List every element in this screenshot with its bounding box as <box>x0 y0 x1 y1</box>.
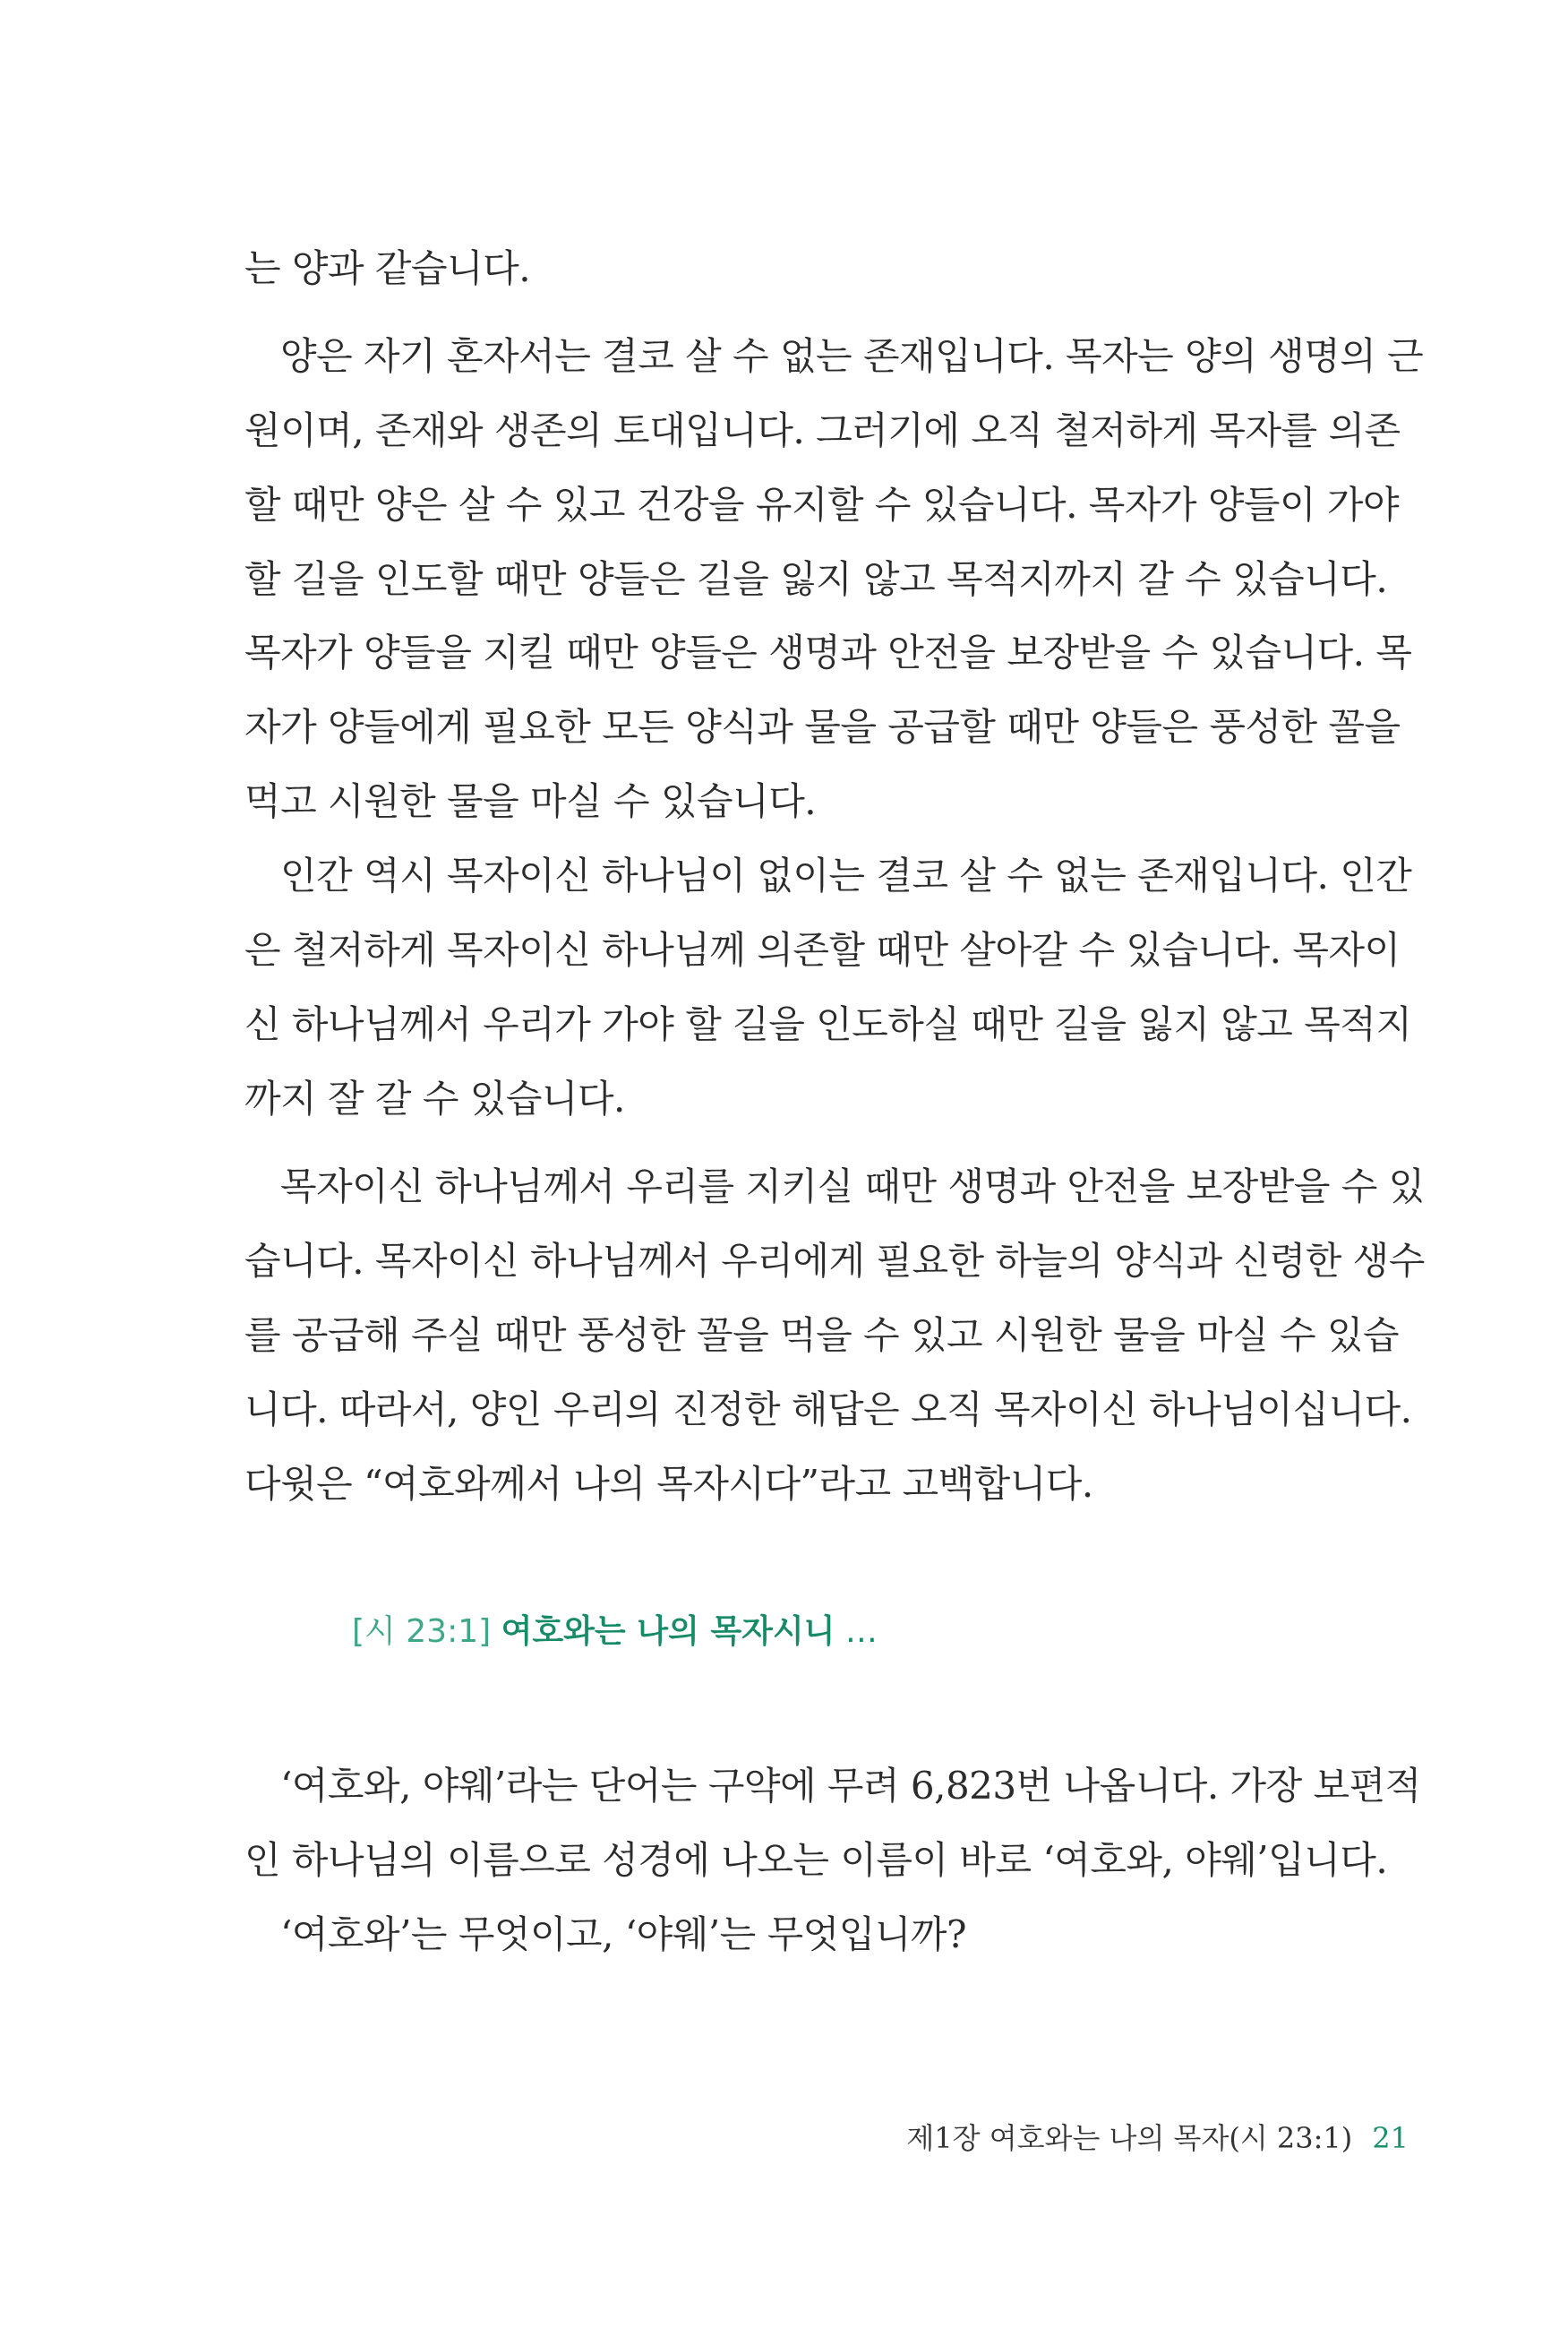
body-line: ‘여호와’는 무엇이고, ‘야웨’는 무엇입니까? <box>280 1912 966 1956</box>
page-number: 21 <box>1372 2121 1409 2155</box>
body-line: 양은 자기 혼자서는 결코 살 수 없는 존재입니다. 목자는 양의 생명의 근 <box>280 334 1424 378</box>
body-line: 원이며, 존재와 생존의 토대입니다. 그러기에 오직 철저하게 목자를 의존 <box>244 408 1401 452</box>
scripture-verse: 여호와는 나의 목자시니 <box>501 1613 835 1650</box>
body-line: 할 때만 양은 살 수 있고 건강을 유지할 수 있습니다. 목자가 양들이 가야 <box>244 483 1400 527</box>
body-line: 니다. 따라서, 양인 우리의 진정한 해답은 오직 목자이신 하나님이십니다. <box>244 1387 1412 1431</box>
body-line: 은 철저하게 목자이신 하나님께 의존할 때만 살아갈 수 있습니다. 목자이 <box>244 928 1401 972</box>
body-line: 습니다. 목자이신 하나님께서 우리에게 필요한 하늘의 양식과 신령한 생수 <box>244 1239 1425 1283</box>
scripture-quote <box>352 1611 878 1654</box>
body-line: 까지 잘 갈 수 있습니다. <box>244 1077 625 1121</box>
body-line: 를 공급해 주실 때만 풍성한 꼴을 먹을 수 있고 시원한 물을 마실 수 있습 <box>244 1313 1400 1357</box>
body-line: 먹고 시원한 물을 마실 수 있습니다. <box>244 779 817 823</box>
body-line: 자가 양들에게 필요한 모든 양식과 물을 공급할 때만 양들은 풍성한 꼴을 <box>244 705 1401 749</box>
body-line: 신 하나님께서 우리가 가야 할 길을 인도하실 때만 길을 잃지 않고 목적지 <box>244 1002 1412 1046</box>
body-line: 할 길을 인도할 때만 양들은 길을 잃지 않고 목적지까지 갈 수 있습니다. <box>244 557 1388 601</box>
scripture-reference: [시 23:1] <box>352 1613 492 1650</box>
chapter-title: 제1장 여호와는 나의 목자(시 23:1) <box>906 2121 1353 2155</box>
body-line: 인 하나님의 이름으로 성경에 나오는 이름이 바로 ‘여호와, 야웨’입니다. <box>244 1838 1388 1882</box>
body-line: 는 양과 같습니다. <box>244 246 531 290</box>
page-footer <box>906 2118 1409 2158</box>
body-line: 다윗은 “여호와께서 나의 목자시다”라고 고백합니다. <box>244 1462 1093 1506</box>
body-line: 목자가 양들을 지킬 때만 양들은 생명과 안전을 보장받을 수 있습니다. 목 <box>244 631 1412 674</box>
body-line: 인간 역시 목자이신 하나님이 없이는 결코 살 수 없는 존재입니다. 인간 <box>280 854 1412 898</box>
scripture-ellipsis: … <box>844 1613 878 1650</box>
body-line: ‘여호와, 야웨’라는 단어는 구약에 무려 6,823번 나옵니다. 가장 보편적 <box>280 1764 1421 1808</box>
body-line: 목자이신 하나님께서 우리를 지키실 때만 생명과 안전을 보장받을 수 있 <box>280 1164 1425 1208</box>
